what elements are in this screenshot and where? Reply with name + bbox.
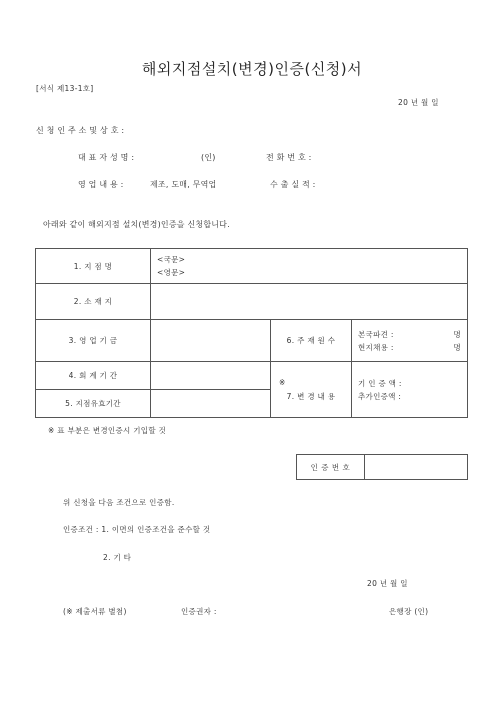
local-hire-label: 현지채용 : [358, 342, 394, 352]
change-details-cell [352, 362, 468, 418]
approval-condition-1: 인증조건 : 1. 이면의 인증조건을 준수할 것 [63, 525, 211, 534]
seal-mark: (인) [201, 153, 216, 162]
certification-number-label: 인 증 번 호 [297, 455, 365, 479]
branch-name-label: 1. 지 점 명 [36, 249, 151, 284]
date-line: 20 년 월 일 [398, 98, 439, 107]
staff-count-cell [352, 320, 468, 362]
bank-manager-seal: 은행장 (인) [389, 607, 429, 616]
certification-number-box [296, 454, 468, 480]
validity-period-cell [151, 390, 271, 418]
table-row-accounting [36, 362, 468, 390]
change-note: ※ 표 부분은 변경인증시 기입할 것 [48, 426, 167, 435]
validity-period-label: 5. 지점유효기간 [36, 390, 151, 418]
applicant-address-label: 신 청 인 주 소 및 상 호 : [36, 126, 125, 135]
dispatch-row [358, 328, 461, 341]
change-mark: ※ [279, 377, 286, 387]
attachment-note: (※ 제출서류 별첨) [63, 607, 127, 616]
change-details-label: 7. 변 경 내 용 [286, 391, 336, 401]
location-label: 2. 소 재 지 [36, 284, 151, 320]
approval-condition-2: 2. 기 타 [103, 553, 132, 562]
form-number: [서식 제13-1호] [36, 84, 94, 93]
location-cell [151, 284, 468, 320]
business-fund-label: 3. 영 업 기 금 [36, 320, 151, 362]
dispatch-label: 본국파견 : [358, 329, 394, 339]
authority-label: 인증권자 : [181, 607, 217, 616]
certified-amount-label: 기 인 증 액 : [358, 378, 402, 388]
table-row-branch-name [36, 249, 468, 284]
approval-statement: 위 신청을 다음 조건으로 인증함. [63, 498, 175, 507]
table-row-location [36, 284, 468, 320]
korean-name-label: <국문> [157, 255, 186, 264]
additional-amount-label: 추가인증액 : [358, 391, 402, 401]
local-row [358, 341, 461, 354]
local-hire-unit: 명 [453, 342, 462, 352]
english-name-label: <영문> [157, 268, 186, 277]
branch-name-cell [151, 249, 468, 284]
representative-label: 대 표 자 성 명 : [78, 153, 135, 162]
approval-date: 20 년 월 일 [367, 579, 408, 588]
export-label: 수 출 실 적 : [270, 180, 316, 189]
intro-text: 아래와 같이 해외지점 설치(변경)인증을 신청합니다. [43, 220, 230, 229]
application-table [35, 248, 468, 418]
phone-label: 전 화 번 호 : [266, 153, 312, 162]
accounting-period-label: 4. 회 계 기 간 [36, 362, 151, 390]
certification-number-field [365, 455, 467, 479]
form-title: 해외지점설치(변경)인증(신청)서 [141, 60, 363, 78]
dispatch-unit: 명 [453, 329, 462, 339]
staff-count-label: 6. 주 재 원 수 [271, 320, 352, 362]
change-details-label-cell [271, 362, 352, 418]
business-fund-cell [151, 320, 271, 362]
accounting-period-cell [151, 362, 271, 390]
business-value: 제조, 도매, 무역업 [150, 180, 217, 189]
table-row-fund [36, 320, 468, 362]
business-label: 영 업 내 용 : [78, 180, 124, 189]
